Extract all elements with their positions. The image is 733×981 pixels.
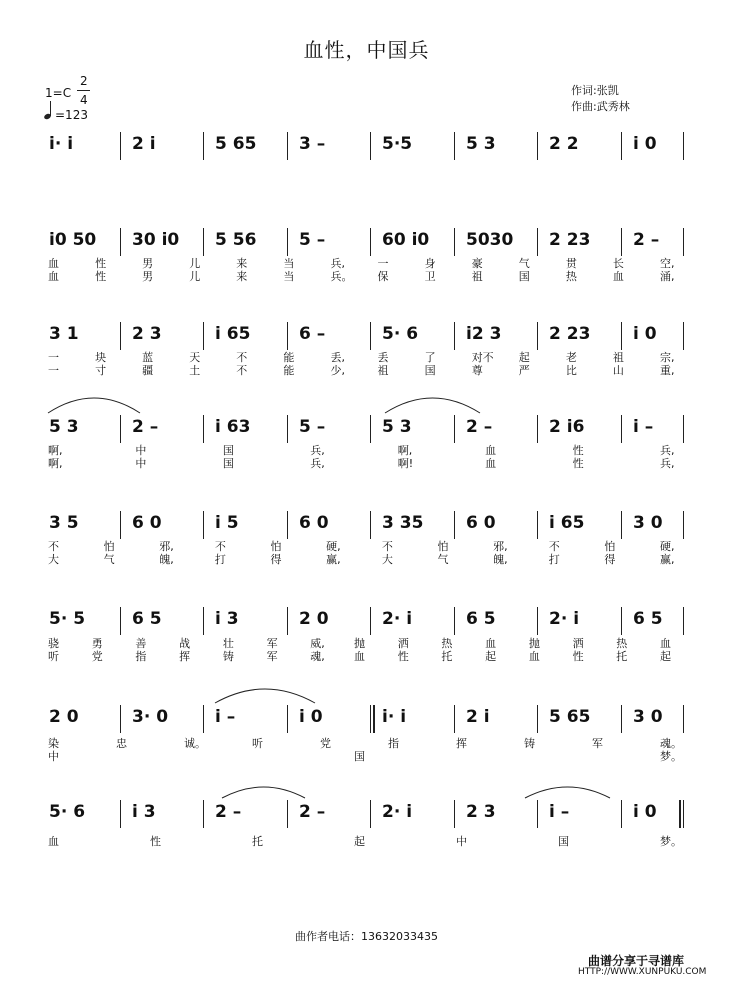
measure-notes: i 3 (132, 802, 156, 822)
lyric-syllable: 起 (354, 835, 365, 848)
lyric-syllable: 贯 (565, 257, 577, 270)
watermark-site-name: 曲谱分享于寻谱库 (588, 954, 685, 968)
measure-notes: 5· 6 (49, 802, 86, 822)
lyric-syllable: 怕 (270, 540, 282, 553)
measure-notes: 2 23 (549, 230, 591, 250)
measure-notes: 2 2 (549, 134, 579, 154)
lyric-syllable: 听 (252, 737, 263, 750)
lyric-syllable: 挥 (456, 737, 467, 750)
measure-notes: i 0 (299, 707, 323, 727)
lyric-syllable: 性 (150, 835, 161, 848)
lyric-syllable: 性 (572, 650, 584, 663)
time-signature-bottom: 4 (80, 93, 88, 107)
measure-notes: 5· 6 (382, 324, 419, 344)
measure-notes: i – (633, 417, 654, 437)
lyric-syllable: 重, (660, 364, 675, 377)
measure-notes: 2 – (299, 802, 326, 822)
lyric-syllable: 中 (135, 457, 147, 470)
lyric-syllable: 铸 (222, 650, 234, 663)
lyric-syllable: 起 (485, 650, 497, 663)
measure-notes: i 63 (215, 417, 251, 437)
lyric-syllable: 魂。 (660, 737, 682, 750)
lyric-syllable: 祖 (612, 351, 624, 364)
lyric-syllable: 怕 (437, 540, 449, 553)
tempo-marking: =123 (55, 108, 88, 122)
lyric-syllable: 天 (189, 351, 201, 364)
lyric-syllable: 了 (424, 351, 436, 364)
lyric-syllable: 托 (616, 650, 628, 663)
lyric-syllable: 豪 (471, 257, 483, 270)
lyric-syllable: 铸 (524, 737, 535, 750)
lyric-syllable: 血 (485, 444, 497, 457)
lyric-syllable: 军 (592, 737, 603, 750)
measure-notes: 6 0 (299, 513, 329, 533)
lyric-syllable: 男 (142, 270, 154, 283)
lyric-syllable: 党 (91, 650, 103, 663)
lyric-syllable: 血 (485, 637, 497, 650)
lyric-syllable: 男 (142, 257, 154, 270)
lyric-syllable: 勇 (91, 637, 103, 650)
lyricist-credit: 作词:张凯 (571, 84, 619, 97)
lyric-syllable: 祖 (377, 364, 389, 377)
lyric-syllable: 对不 (471, 351, 494, 364)
measure-notes: 6 – (299, 324, 326, 344)
measure-notes: 3 1 (49, 324, 79, 344)
measure-notes: 2 – (633, 230, 660, 250)
measure-notes: i 5 (215, 513, 239, 533)
lyric-syllable: 壮 (222, 637, 234, 650)
key-signature: 1=C (45, 86, 72, 100)
lyric-syllable: 血 (612, 270, 624, 283)
measure-notes: i 0 (633, 802, 657, 822)
lyric-syllable: 热 (441, 637, 453, 650)
lyric-syllable: 热 (565, 270, 577, 283)
lyric-syllable: 能 (283, 364, 295, 377)
measure-notes: 6 5 (466, 609, 496, 629)
measure-notes: i – (549, 802, 570, 822)
measure-notes: 3 0 (633, 707, 663, 727)
measure-notes: 2 3 (466, 802, 496, 822)
lyric-syllable: 严 (518, 364, 530, 377)
lyric-syllable: 血 (48, 270, 59, 283)
lyric-syllable: 军 (266, 637, 278, 650)
measure-notes: 3· 0 (132, 707, 169, 727)
measure-notes: 2 0 (299, 609, 329, 629)
composer-phone: 曲作者电话：13632033435 (295, 930, 438, 943)
measure-notes: 2 0 (49, 707, 79, 727)
lyric-syllable: 气 (103, 553, 115, 566)
measure-notes: 6 5 (132, 609, 162, 629)
lyric-syllable: 气 (437, 553, 449, 566)
measure-notes: i – (215, 707, 236, 727)
lyric-syllable: 蓝 (142, 351, 154, 364)
measure-notes: i2 3 (466, 324, 502, 344)
lyric-syllable: 怕 (604, 540, 616, 553)
measure-notes: 2 – (132, 417, 159, 437)
lyric-syllable: 威, (310, 637, 325, 650)
lyric-syllable: 梦。 (660, 750, 682, 763)
measure-notes: 60 i0 (382, 230, 430, 250)
lyric-syllable: 啊, (48, 444, 63, 457)
lyric-syllable: 性 (95, 270, 107, 283)
measure-notes: 5 – (299, 230, 326, 250)
lyric-syllable: 当 (283, 257, 295, 270)
lyric-syllable: 国 (518, 270, 530, 283)
lyric-syllable: 长 (612, 257, 624, 270)
lyric-syllable: 大 (381, 553, 393, 566)
measure-notes: 6 0 (132, 513, 162, 533)
lyric-syllable: 国 (222, 444, 234, 457)
measure-notes: 2 i6 (549, 417, 585, 437)
lyric-syllable: 中 (456, 835, 467, 848)
measure-notes: 2· i (382, 609, 413, 629)
lyric-syllable: 不 (236, 364, 248, 377)
lyric-syllable: 指 (388, 737, 399, 750)
lyric-syllable: 硬, (660, 540, 675, 553)
composer-credit: 作曲:武秀林 (571, 100, 630, 113)
lyric-syllable: 邪, (493, 540, 508, 553)
lyric-syllable: 兵, (310, 457, 325, 470)
lyric-syllable: 血 (354, 650, 365, 663)
lyric-syllable: 挥 (179, 650, 191, 663)
lyric-syllable: 打 (548, 553, 560, 566)
lyric-syllable: 血 (485, 457, 497, 470)
measure-notes: 5 65 (549, 707, 591, 727)
lyric-syllable: 儿 (189, 257, 201, 270)
lyric-syllable: 得 (604, 553, 616, 566)
lyric-syllable: 托 (252, 835, 263, 848)
lyric-syllable: 国 (354, 750, 365, 763)
lyric-syllable: 赢, (326, 553, 341, 566)
lyric-syllable: 怕 (103, 540, 115, 553)
lyric-syllable: 起 (518, 351, 530, 364)
lyric-syllable: 国 (558, 835, 569, 848)
lyric-syllable: 血 (48, 257, 59, 270)
lyric-syllable: 土 (189, 364, 201, 377)
lyric-syllable: 国 (222, 457, 234, 470)
lyric-syllable: 忠 (116, 737, 127, 750)
lyric-syllable: 托 (441, 650, 453, 663)
lyric-syllable: 儿 (189, 270, 201, 283)
lyric-syllable: 梦。 (660, 835, 682, 848)
measure-notes: 3 35 (382, 513, 424, 533)
lyric-syllable: 大 (48, 553, 59, 566)
measure-notes: 3 – (299, 134, 326, 154)
lyric-syllable: 啊, (48, 457, 63, 470)
lyric-syllable: 当 (283, 270, 295, 283)
lyric-syllable: 血 (48, 835, 59, 848)
lyric-syllable: 得 (270, 553, 282, 566)
lyric-syllable: 能 (283, 351, 295, 364)
lyric-syllable: 魄, (493, 553, 508, 566)
lyric-syllable: 硬, (326, 540, 341, 553)
lyric-syllable: 不 (236, 351, 248, 364)
lyric-syllable: 军 (266, 650, 278, 663)
lyric-syllable: 来 (236, 270, 248, 283)
lyric-syllable: 一 (377, 257, 389, 270)
lyric-syllable: 空, (660, 257, 675, 270)
lyric-syllable: 宗, (660, 351, 675, 364)
measure-notes: 5·5 (382, 134, 413, 154)
lyric-syllable: 兵, (660, 444, 675, 457)
measure-notes: 2· i (549, 609, 580, 629)
lyric-syllable: 指 (135, 650, 147, 663)
lyric-syllable: 邪, (159, 540, 174, 553)
lyric-syllable: 不 (381, 540, 393, 553)
measure-notes: 2 3 (132, 324, 162, 344)
lyric-syllable: 善 (135, 637, 147, 650)
measure-notes: 5 – (299, 417, 326, 437)
measure-notes: 3 0 (633, 513, 663, 533)
lyric-syllable: 洒 (397, 637, 409, 650)
lyric-syllable: 抛 (354, 637, 365, 650)
lyric-syllable: 抛 (528, 637, 540, 650)
lyric-syllable: 兵。 (330, 270, 353, 283)
lyric-syllable: 染 (48, 737, 59, 750)
lyric-syllable: 听 (48, 650, 59, 663)
lyric-syllable: 寸 (95, 364, 107, 377)
measure-notes: 2 – (215, 802, 242, 822)
lyric-syllable: 性 (572, 457, 584, 470)
lyric-syllable: 山 (612, 364, 624, 377)
lyric-syllable: 尊 (471, 364, 483, 377)
lyric-syllable: 一 (48, 351, 59, 364)
measure-notes: 5030 (466, 230, 514, 250)
time-signature-top: 2 (80, 74, 88, 88)
lyric-syllable: 诚。 (184, 737, 206, 750)
lyric-syllable: 性 (572, 444, 584, 457)
watermark-url: HTTP://WWW.XUNPUKU.COM (578, 967, 707, 977)
lyric-syllable: 块 (95, 351, 107, 364)
lyric-syllable: 兵, (330, 257, 345, 270)
measure-notes: i· i (382, 707, 407, 727)
lyric-syllable: 中 (135, 444, 147, 457)
lyric-syllable: 中 (48, 750, 59, 763)
lyric-syllable: 不 (548, 540, 560, 553)
lyric-syllable: 血 (660, 637, 671, 650)
measure-notes: 2 – (466, 417, 493, 437)
lyric-syllable: 骁 (48, 637, 59, 650)
measure-notes: 2· i (382, 802, 413, 822)
lyric-syllable: 丢, (330, 351, 345, 364)
measure-notes: 6 0 (466, 513, 496, 533)
measure-notes: 5· 5 (49, 609, 86, 629)
lyric-syllable: 疆 (142, 364, 154, 377)
lyric-syllable: 性 (397, 650, 409, 663)
measure-notes: 5 3 (49, 417, 79, 437)
lyric-syllable: 比 (565, 364, 577, 377)
lyric-syllable: 少, (330, 364, 345, 377)
measure-notes: 2 i (466, 707, 490, 727)
lyric-syllable: 打 (214, 553, 226, 566)
measure-notes: 2 i (132, 134, 156, 154)
measure-notes: i 65 (549, 513, 585, 533)
lyric-syllable: 身 (424, 257, 436, 270)
lyric-syllable: 兵, (310, 444, 325, 457)
measure-notes: 5 65 (215, 134, 257, 154)
lyric-syllable: 血 (528, 650, 540, 663)
measure-notes: 6 5 (633, 609, 663, 629)
measure-notes: 5 3 (466, 134, 496, 154)
lyric-syllable: 国 (424, 364, 436, 377)
lyric-syllable: 保 (377, 270, 389, 283)
measure-notes: i 0 (633, 324, 657, 344)
lyric-syllable: 洒 (572, 637, 584, 650)
measure-notes: 30 i0 (132, 230, 180, 250)
measure-notes: 5 3 (382, 417, 412, 437)
lyric-syllable: 卫 (424, 270, 436, 283)
lyric-syllable: 涌, (660, 270, 675, 283)
lyric-syllable: 一 (48, 364, 59, 377)
lyric-syllable: 不 (48, 540, 59, 553)
measure-notes: 3 5 (49, 513, 79, 533)
lyric-syllable: 啊! (397, 457, 414, 470)
lyric-syllable: 丢 (377, 351, 389, 364)
lyric-syllable: 祖 (471, 270, 483, 283)
measure-notes: 2 23 (549, 324, 591, 344)
lyric-syllable: 魄, (159, 553, 174, 566)
lyric-syllable: 啊, (397, 444, 413, 457)
lyric-syllable: 党 (320, 737, 331, 750)
lyric-syllable: 战 (179, 637, 191, 650)
measure-notes: i0 50 (49, 230, 97, 250)
lyric-syllable: 来 (236, 257, 248, 270)
lyric-syllable: 不 (214, 540, 226, 553)
measure-notes: i 0 (633, 134, 657, 154)
lyric-syllable: 老 (565, 351, 577, 364)
lyric-syllable: 热 (616, 637, 628, 650)
page-title: 血性，中国兵 (303, 38, 430, 62)
measure-notes: i 3 (215, 609, 239, 629)
lyric-syllable: 气 (518, 257, 530, 270)
lyric-syllable: 起 (660, 650, 671, 663)
measure-notes: i· i (49, 134, 74, 154)
measure-notes: i 65 (215, 324, 251, 344)
lyric-syllable: 性 (95, 257, 107, 270)
lyric-syllable: 兵, (660, 457, 675, 470)
lyric-syllable: 赢, (660, 553, 675, 566)
lyric-syllable: 魂, (310, 650, 325, 663)
measure-notes: 5 56 (215, 230, 257, 250)
